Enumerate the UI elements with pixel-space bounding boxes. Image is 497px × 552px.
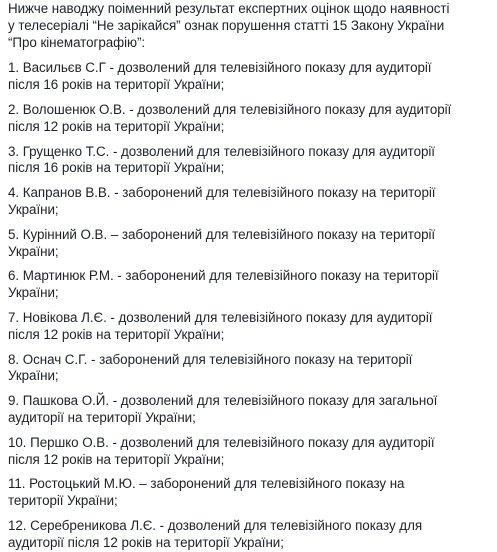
intro-paragraph [8,0,497,51]
list-item-line: аудиторії на території України; [8,409,196,425]
list-item-line: 5. Курінний О.В. – заборонений для телевізійного показу на території [8,226,436,242]
list-item [8,435,497,469]
list-item [8,144,497,178]
list-item [8,60,497,94]
intro-line: у телесеріалі “Не зарікайся” ознак порушення статті 15 Закону України [8,17,445,33]
list-item [8,393,497,427]
post-body [8,0,497,552]
list-item-line: після 16 років на території України; [8,160,225,176]
list-item [8,268,497,302]
list-item [8,227,497,261]
list-item [8,518,497,552]
list-item-line: 10. Першко О.В. - дозволений для телевізійного показу для аудиторії [8,434,435,450]
list-item-line: після 12 років на території України; [8,451,225,467]
list-item-line: України; [8,285,59,301]
list-item-line: території України; [8,493,118,509]
list-item-line: 9. Пашкова О.Й. - дозволений для телевізійного показу для загальної [8,393,438,409]
list-item-line: 11. Ростоцький М.Ю. – заборонений для телевізійного показу на [8,476,405,492]
intro-line: “Про кінематографію”: [8,34,146,50]
list-item-line: після 12 років на території України; [8,326,225,342]
list-item-line: після 16 років на території України; [8,77,225,93]
list-item-line: України; [8,201,59,217]
list-item-line: 7. Новікова Л.Є. - дозволений для телевізійного показу для аудиторії [8,309,433,325]
list-item-line: 8. Оснач С.Г. - заборонений для телевізійного показу на території [8,351,413,367]
list-item-line: 12. Серебреникова Л.Є. - дозволений для телевізійного показу для [8,517,423,533]
list-item-line: 3. Грущенко Т.С. - дозволений для телевізійного показу для аудиторії [8,143,435,159]
list-item-line: України; [8,243,59,259]
expert-results-list [8,60,497,551]
list-item-line: 4. Капранов В.В. - заборонений для телевізійного показу на території [8,185,436,201]
list-item-line: 1. Васильєв С.Г - дозволений для телевізійного показу для аудиторії [8,60,432,76]
list-item [8,476,497,510]
list-item-line: 6. Мартинюк Р.М. - заборонений для телевізійного показу на території [8,268,439,284]
list-item-line: 2. Волошенюк О.В. - дозволений для телевізійного показу для аудиторії [8,101,452,117]
intro-line: Нижче наводжу поіменний результат експертних оцінок щодо наявності [8,1,450,16]
list-item-line: України; [8,368,59,384]
list-item [8,102,497,136]
list-item [8,185,497,219]
list-item [8,310,497,344]
list-item [8,352,497,386]
list-item-line: після 12 років на території України; [8,118,225,134]
list-item-line: аудиторії після 12 років на території України; [8,534,284,550]
